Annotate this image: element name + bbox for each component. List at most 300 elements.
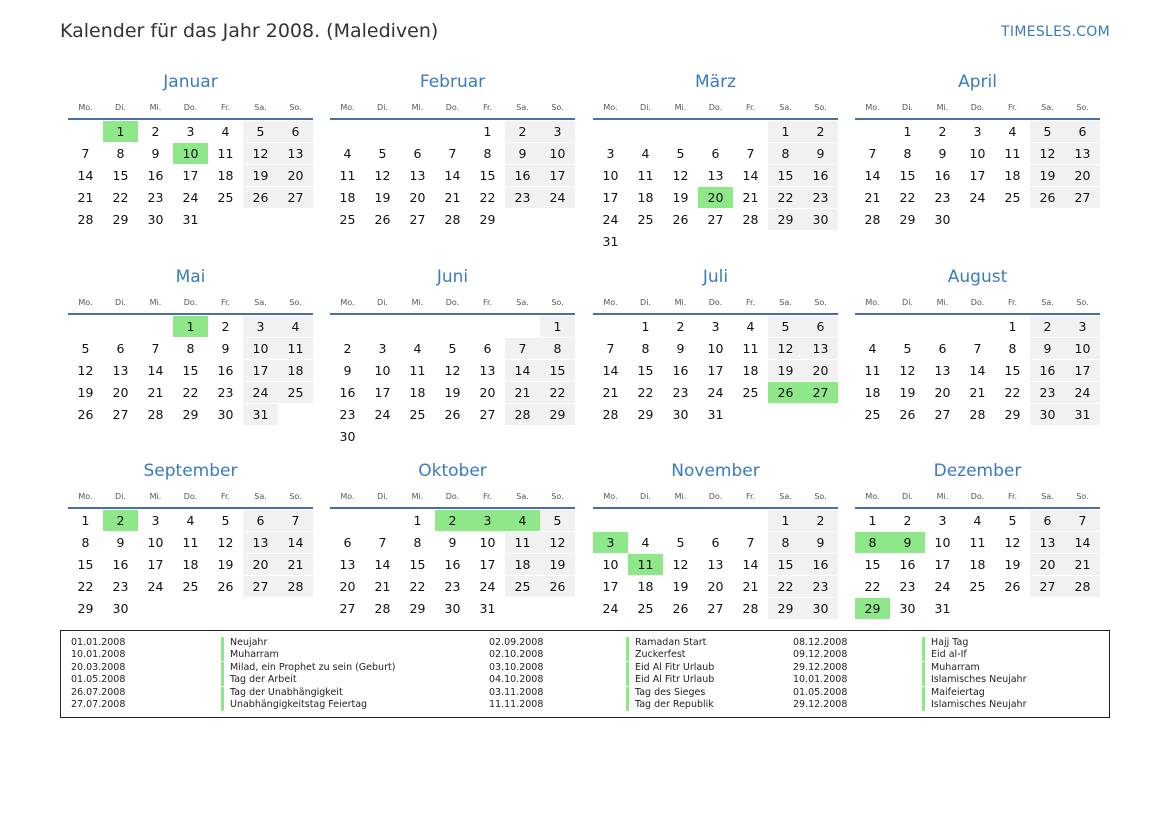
day-cell: 17 (969, 168, 986, 183)
day-cell: 1 (903, 124, 912, 139)
month-name: November (671, 461, 760, 481)
legend-holiday-name: Muharram (922, 662, 980, 674)
weekday-header: Do. (708, 492, 723, 501)
day-cell: 16 (934, 168, 951, 183)
day-cell: 8 (768, 143, 803, 164)
day-cell: 12 (374, 168, 391, 183)
holiday-day: 3 (593, 532, 628, 553)
day-cell: 27 (707, 212, 724, 227)
day-cell: 2 (676, 319, 685, 334)
day-cell: 27 (278, 187, 313, 208)
day-cell: 2 (343, 341, 352, 356)
day-cell: 23 (1030, 382, 1065, 403)
day-cell: 17 (182, 168, 199, 183)
weekday-header: So. (1076, 298, 1089, 307)
day-cell: 2 (151, 124, 160, 139)
month-divider (330, 507, 575, 509)
month-6 (593, 267, 838, 467)
day-cell: 22 (768, 576, 803, 597)
day-cell: 23 (505, 187, 540, 208)
weekday-header: Sa. (1041, 103, 1054, 112)
weekday-header: Di. (115, 298, 126, 307)
weekday-header: So. (551, 492, 564, 501)
day-cell: 19 (77, 385, 94, 400)
day-cell: 27 (1030, 576, 1065, 597)
month-divider (855, 507, 1100, 509)
day-cell: 27 (707, 601, 724, 616)
day-cell: 25 (1004, 190, 1021, 205)
day-cell: 13 (707, 557, 724, 572)
day-cell: 25 (182, 579, 199, 594)
weekday-header: Di. (377, 103, 388, 112)
holiday-day: 27 (803, 382, 838, 403)
legend-holiday-name: Hajj Tag (922, 637, 968, 649)
day-cell: 16 (505, 165, 540, 186)
day-cell: 5 (221, 513, 230, 528)
day-cell: 24 (707, 385, 724, 400)
weekday-header: So. (814, 492, 827, 501)
day-cell: 10 (243, 338, 278, 359)
holiday-day: 29 (855, 598, 890, 619)
weekday-header: Mi. (411, 492, 424, 501)
day-cell: 26 (374, 212, 391, 227)
weekday-header: Di. (640, 492, 651, 501)
day-cell: 4 (413, 341, 422, 356)
weekday-header: Fr. (220, 298, 231, 307)
day-cell: 3 (938, 513, 947, 528)
day-cell: 21 (742, 579, 759, 594)
day-cell: 2 (938, 124, 947, 139)
day-cell: 18 (864, 385, 881, 400)
weekday-header: Mi. (936, 298, 949, 307)
weekday-header: Mo. (865, 298, 880, 307)
day-cell: 9 (116, 535, 125, 550)
day-cell: 12 (672, 557, 689, 572)
day-cell: 21 (742, 190, 759, 205)
day-cell: 28 (742, 212, 759, 227)
day-cell: 7 (973, 341, 982, 356)
day-cell: 30 (1030, 404, 1065, 425)
weekday-header: Mo. (865, 103, 880, 112)
day-cell: 31 (707, 407, 724, 422)
weekday-header: Di. (377, 298, 388, 307)
day-cell: 22 (1004, 385, 1021, 400)
day-cell: 29 (409, 601, 426, 616)
day-cell: 11 (409, 363, 426, 378)
month-1 (330, 72, 575, 272)
day-cell: 28 (147, 407, 164, 422)
day-cell: 17 (602, 579, 619, 594)
day-cell: 25 (217, 190, 234, 205)
day-cell: 10 (602, 168, 619, 183)
month-3 (855, 72, 1100, 272)
weekday-header: Do. (708, 103, 723, 112)
legend-holiday-name: Tag der Republik (626, 699, 714, 711)
day-cell: 7 (378, 535, 387, 550)
day-cell: 4 (221, 124, 230, 139)
day-cell: 22 (182, 385, 199, 400)
day-cell: 15 (182, 363, 199, 378)
weekday-header: Mo. (340, 103, 355, 112)
day-cell: 29 (768, 598, 803, 619)
month-2 (593, 72, 838, 272)
day-cell: 16 (217, 363, 234, 378)
day-cell: 7 (746, 146, 755, 161)
day-cell: 31 (602, 234, 619, 249)
day-cell: 25 (969, 579, 986, 594)
day-cell: 4 (641, 146, 650, 161)
day-cell: 21 (444, 190, 461, 205)
weekday-header: Di. (377, 492, 388, 501)
day-cell: 26 (672, 212, 689, 227)
day-cell: 10 (540, 143, 575, 164)
day-cell: 6 (803, 316, 838, 337)
weekday-header: Do. (970, 492, 985, 501)
day-cell: 17 (479, 557, 496, 572)
day-cell: 5 (903, 341, 912, 356)
day-cell: 22 (768, 187, 803, 208)
day-cell: 31 (243, 404, 278, 425)
legend-date: 26.07.2008 (71, 686, 126, 698)
day-cell: 22 (409, 579, 426, 594)
day-cell: 13 (934, 363, 951, 378)
day-cell: 8 (641, 341, 650, 356)
day-cell: 14 (444, 168, 461, 183)
day-cell: 2 (803, 510, 838, 531)
day-cell: 6 (278, 121, 313, 142)
day-cell: 3 (186, 124, 195, 139)
day-cell: 29 (899, 212, 916, 227)
weekday-header: Sa. (254, 492, 267, 501)
weekday-header: Do. (970, 298, 985, 307)
day-cell: 9 (221, 341, 230, 356)
day-cell: 1 (540, 316, 575, 337)
weekday-header: Do. (183, 103, 198, 112)
legend-holiday-name: Eid Al Fitr Urlaub (626, 674, 714, 686)
day-cell: 7 (746, 535, 755, 550)
day-cell: 12 (768, 338, 803, 359)
day-cell: 4 (1008, 124, 1017, 139)
day-cell: 24 (479, 579, 496, 594)
day-cell: 17 (540, 165, 575, 186)
day-cell: 19 (540, 554, 575, 575)
month-0 (68, 72, 313, 272)
legend-date: 29.12.2008 (793, 661, 848, 673)
day-cell: 6 (343, 535, 352, 550)
day-cell: 5 (768, 316, 803, 337)
day-cell: 14 (505, 360, 540, 381)
day-cell: 13 (1030, 532, 1065, 553)
day-cell: 20 (1030, 554, 1065, 575)
month-name: Juli (702, 267, 729, 287)
day-cell: 20 (934, 385, 951, 400)
day-cell: 1 (1008, 319, 1017, 334)
day-cell: 20 (707, 579, 724, 594)
day-cell: 27 (112, 407, 129, 422)
day-cell: 26 (217, 579, 234, 594)
day-cell: 15 (768, 554, 803, 575)
day-cell: 31 (479, 601, 496, 616)
day-cell: 12 (540, 532, 575, 553)
day-cell: 26 (1030, 187, 1065, 208)
day-cell: 15 (899, 168, 916, 183)
day-cell: 29 (1004, 407, 1021, 422)
day-cell: 5 (378, 146, 387, 161)
day-cell: 9 (803, 532, 838, 553)
day-cell: 17 (1065, 360, 1100, 381)
page-title: Kalender für das Jahr 2008. (Malediven) (60, 20, 439, 42)
day-cell: 31 (1065, 404, 1100, 425)
day-cell: 27 (409, 212, 426, 227)
weekday-header: Mo. (78, 103, 93, 112)
day-cell: 12 (243, 143, 278, 164)
day-cell: 21 (374, 579, 391, 594)
month-divider (593, 118, 838, 120)
day-cell: 19 (1004, 557, 1021, 572)
day-cell: 14 (278, 532, 313, 553)
month-divider (330, 313, 575, 315)
day-cell: 6 (938, 341, 947, 356)
day-cell: 28 (374, 601, 391, 616)
holiday-day: 2 (435, 510, 470, 531)
day-cell: 14 (374, 557, 391, 572)
day-cell: 7 (868, 146, 877, 161)
day-cell: 23 (217, 385, 234, 400)
brand-logo[interactable]: TIMESLES.COM (1001, 24, 1110, 40)
day-cell: 1 (868, 513, 877, 528)
weekday-header: Do. (708, 298, 723, 307)
legend-date: 03.10.2008 (489, 661, 544, 673)
legend-date: 11.11.2008 (489, 699, 544, 710)
day-cell: 22 (864, 579, 881, 594)
month-name: September (143, 461, 238, 481)
legend-date: 09.12.2008 (793, 649, 848, 661)
weekday-header: Mi. (411, 103, 424, 112)
day-cell: 27 (479, 407, 496, 422)
day-cell: 8 (116, 146, 125, 161)
legend-holiday-name: Maifeiertag (922, 687, 985, 699)
day-cell: 11 (182, 535, 199, 550)
day-cell: 16 (803, 554, 838, 575)
day-cell: 30 (672, 407, 689, 422)
day-cell: 19 (672, 579, 689, 594)
weekday-header: Sa. (254, 298, 267, 307)
legend-holiday-name: Islamisches Neujahr (922, 699, 1026, 711)
day-cell: 29 (112, 212, 129, 227)
day-cell: 2 (1030, 316, 1065, 337)
day-cell: 4 (186, 513, 195, 528)
day-cell: 22 (540, 382, 575, 403)
weekday-header: Di. (115, 492, 126, 501)
weekday-header: Mo. (603, 298, 618, 307)
day-cell: 3 (540, 121, 575, 142)
day-cell: 20 (243, 554, 278, 575)
day-cell: 10 (934, 535, 951, 550)
weekday-header: Mo. (78, 298, 93, 307)
weekday-header: Fr. (482, 492, 493, 501)
holiday-day: 3 (470, 510, 505, 531)
day-cell: 2 (803, 121, 838, 142)
day-cell: 13 (112, 363, 129, 378)
day-cell: 30 (217, 407, 234, 422)
day-cell: 3 (151, 513, 160, 528)
day-cell: 10 (602, 557, 619, 572)
day-cell: 3 (711, 319, 720, 334)
day-cell: 5 (676, 146, 685, 161)
holiday-day: 2 (103, 510, 138, 531)
day-cell: 15 (77, 557, 94, 572)
day-cell: 11 (505, 532, 540, 553)
day-cell: 18 (637, 190, 654, 205)
holiday-day: 1 (173, 316, 208, 337)
day-cell: 16 (444, 557, 461, 572)
weekday-header: Mi. (674, 103, 687, 112)
day-cell: 4 (868, 341, 877, 356)
weekday-header: Mi. (149, 298, 162, 307)
month-name: März (695, 72, 736, 92)
weekday-header: Mo. (603, 103, 618, 112)
month-divider (330, 118, 575, 120)
day-cell: 21 (969, 385, 986, 400)
day-cell: 15 (479, 168, 496, 183)
day-cell: 18 (339, 190, 356, 205)
month-divider (68, 313, 313, 315)
day-cell: 13 (707, 168, 724, 183)
day-cell: 19 (374, 190, 391, 205)
weekday-header: Di. (115, 103, 126, 112)
legend-holiday-name: Muharram (221, 649, 279, 661)
day-cell: 30 (339, 429, 356, 444)
day-cell: 24 (602, 601, 619, 616)
weekday-header: Di. (902, 103, 913, 112)
day-cell: 23 (899, 579, 916, 594)
day-cell: 5 (448, 341, 457, 356)
day-cell: 3 (378, 341, 387, 356)
weekday-header: Mi. (674, 298, 687, 307)
holiday-day: 11 (628, 554, 663, 575)
day-cell: 13 (278, 143, 313, 164)
weekday-header: So. (289, 492, 302, 501)
day-cell: 23 (147, 190, 164, 205)
day-cell: 7 (151, 341, 160, 356)
day-cell: 11 (217, 146, 234, 161)
weekday-header: So. (1076, 103, 1089, 112)
day-cell: 14 (864, 168, 881, 183)
day-cell: 26 (243, 187, 278, 208)
day-cell: 6 (711, 535, 720, 550)
month-name: Juni (436, 267, 469, 287)
day-cell: 22 (637, 385, 654, 400)
legend-date: 08.12.2008 (793, 637, 848, 648)
day-cell: 17 (243, 360, 278, 381)
day-cell: 8 (1008, 341, 1017, 356)
day-cell: 25 (742, 385, 759, 400)
day-cell: 14 (742, 557, 759, 572)
day-cell: 19 (672, 190, 689, 205)
holiday-legend (60, 630, 1110, 718)
weekday-header: Mo. (340, 298, 355, 307)
day-cell: 25 (339, 212, 356, 227)
day-cell: 19 (768, 360, 803, 381)
day-cell: 11 (1004, 146, 1021, 161)
day-cell: 15 (768, 165, 803, 186)
weekday-header: Fr. (1007, 492, 1018, 501)
month-4 (68, 267, 313, 467)
day-cell: 20 (479, 385, 496, 400)
day-cell: 8 (903, 146, 912, 161)
weekday-header: Sa. (779, 492, 792, 501)
day-cell: 12 (672, 168, 689, 183)
day-cell: 28 (864, 212, 881, 227)
day-cell: 17 (707, 363, 724, 378)
day-cell: 10 (374, 363, 391, 378)
day-cell: 21 (147, 385, 164, 400)
day-cell: 11 (864, 363, 881, 378)
day-cell: 12 (1004, 535, 1021, 550)
month-name: Oktober (418, 461, 487, 481)
legend-date: 10.01.2008 (793, 674, 848, 686)
day-cell: 24 (182, 190, 199, 205)
weekday-header: So. (814, 103, 827, 112)
day-cell: 16 (112, 557, 129, 572)
day-cell: 19 (1030, 165, 1065, 186)
day-cell: 29 (479, 212, 496, 227)
day-cell: 6 (711, 146, 720, 161)
legend-date: 01.05.2008 (71, 674, 126, 686)
weekday-header: So. (289, 103, 302, 112)
day-cell: 29 (182, 407, 199, 422)
day-cell: 26 (899, 407, 916, 422)
day-cell: 3 (1065, 316, 1100, 337)
weekday-header: Fr. (745, 492, 756, 501)
day-cell: 13 (1065, 143, 1100, 164)
day-cell: 10 (1065, 338, 1100, 359)
day-cell: 9 (938, 146, 947, 161)
day-cell: 6 (413, 146, 422, 161)
day-cell: 28 (278, 576, 313, 597)
weekday-header: Fr. (482, 103, 493, 112)
day-cell: 20 (278, 165, 313, 186)
legend-date: 03.11.2008 (489, 686, 544, 698)
day-cell: 18 (182, 557, 199, 572)
weekday-header: Do. (445, 492, 460, 501)
weekday-header: Do. (445, 103, 460, 112)
weekday-header: So. (289, 298, 302, 307)
day-cell: 1 (483, 124, 492, 139)
day-cell: 20 (409, 190, 426, 205)
weekday-header: Sa. (779, 298, 792, 307)
weekday-header: Mo. (865, 492, 880, 501)
day-cell: 4 (973, 513, 982, 528)
day-cell: 1 (768, 510, 803, 531)
day-cell: 1 (81, 513, 90, 528)
month-divider (593, 507, 838, 509)
weekday-header: Do. (970, 103, 985, 112)
day-cell: 25 (409, 407, 426, 422)
legend-holiday-name: Tag des Sieges (626, 687, 705, 699)
day-cell: 5 (1008, 513, 1017, 528)
day-cell: 27 (934, 407, 951, 422)
weekday-header: Fr. (745, 298, 756, 307)
day-cell: 23 (339, 407, 356, 422)
day-cell: 24 (147, 579, 164, 594)
legend-date: 04.10.2008 (489, 674, 544, 686)
day-cell: 9 (151, 146, 160, 161)
day-cell: 9 (448, 535, 457, 550)
month-divider (855, 313, 1100, 315)
holiday-day: 20 (698, 187, 733, 208)
legend-date: 20.03.2008 (71, 661, 126, 673)
